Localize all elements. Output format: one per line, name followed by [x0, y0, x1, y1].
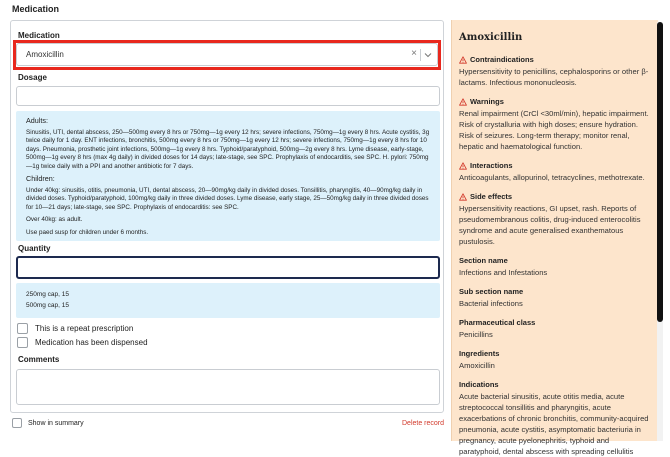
drug-info-section-heading-text: Ingredients: [459, 349, 500, 358]
adults-dosage-text: Sinusitis, UTI, dental abscess, 250—500mg every 8 hrs or 750mg—1g every 12 hrs; severe infections, 750mg—1g every 8 hrs. Acute cystitis, 3g twice daily for 1 day. ENT infections, bronchitis, 500mg every 8 hrs or 750mg—1g every 12 hrs; severe infections, 750mg—1g every 8 hrs for 10 days. Pneumonia, prosthetic joint infections, 500mg—1g every 8 hrs. Typhoid/paratyphoid, 500mg—2g every 8 hrs. Lyme disease, early-stage, 500mg—1g every 8 hrs (max 4g daily) in divided doses for 14 days; late-stage, see SPC. Prophylaxis of endocarditis, see SPC. H. pylori: 750mg—1g twice daily with a PPI and another antibiotic for 7 days.: [26, 128, 430, 170]
drug-info-section-heading-text: Side effects: [470, 192, 513, 201]
quantity-label: Quantity: [18, 244, 51, 253]
drug-info-section-heading: [459, 97, 650, 106]
drug-info-section-body: Infections and Infestations: [459, 268, 548, 277]
repeat-prescription-label: This is a repeat prescription: [35, 323, 134, 333]
dosage-label: Dosage: [18, 73, 47, 82]
warning-icon: [459, 193, 467, 201]
drug-info-section-heading: [459, 192, 650, 201]
drug-info-section-body: Penicillins: [459, 330, 493, 339]
drug-info-section-heading: [459, 318, 650, 327]
drug-info-section: [459, 192, 650, 247]
drug-info-title: Amoxicillin: [459, 32, 523, 43]
drug-info-panel: [451, 20, 658, 456]
dosage-guidance: [16, 111, 440, 241]
medication-select-value: Amoxicillin: [26, 50, 64, 59]
show-in-summary-checkbox[interactable]: [12, 418, 22, 428]
show-in-summary-row[interactable]: [12, 418, 84, 428]
drug-info-section-heading-text: Indications: [459, 380, 499, 389]
drug-info-section: [459, 287, 650, 309]
over-40kg-text: Over 40kg: as adult.: [26, 216, 83, 223]
panel-scroll-thumb[interactable]: [657, 22, 663, 322]
children-dosage-text: Under 40kg: sinusitis, otitis, pneumonia, UTI, dental abscess, 20—90mg/kg daily in divided doses. Tonsillitis, pharyngitis, 40—90mg/kg daily in divided doses. Typhoid/paratyphoid, 100mg/kg daily in three divided doses. Lyme disease, early stage, 25—50mg/kg daily in three divided doses for 10—21 days; late-stage, see SPC. Prophylaxis of endocarditis: see SPC.: [26, 186, 429, 211]
comments-textarea[interactable]: [16, 369, 440, 405]
drug-info-section-heading: [459, 287, 650, 296]
dosage-input[interactable]: [16, 86, 440, 106]
drug-info-section-heading: [459, 256, 650, 265]
drug-info-section-heading-text: Interactions: [470, 161, 513, 170]
drug-info-section-heading: [459, 380, 650, 389]
drug-info-section-body: Anticoagulants, allopurinol, tetracyclines, methotrexate.: [459, 173, 645, 182]
select-separator: [420, 49, 421, 61]
drug-info-section: [459, 256, 650, 278]
dispensed-label: Medication has been dispensed: [35, 337, 148, 347]
chevron-down-icon[interactable]: [424, 51, 432, 59]
quantity-option[interactable]: 250mg cap, 15: [26, 291, 70, 298]
drug-info-section: [459, 161, 650, 183]
medication-label: Medication: [18, 31, 60, 40]
paed-susp-text: Use paed susp for children under 6 months.: [26, 228, 149, 236]
medication-select[interactable]: [16, 43, 438, 66]
drug-info-section-body: Amoxicillin: [459, 361, 495, 370]
warning-icon: [459, 162, 467, 170]
drug-info-section-heading-text: Section name: [459, 256, 508, 265]
show-in-summary-label: Show in summary: [28, 419, 84, 427]
drug-info-section-heading-text: Contraindications: [470, 55, 534, 64]
medication-form: [10, 20, 444, 413]
drug-info-section-body: Hypersensitivity reactions, GI upset, rash. Reports of pseudomembranous colitis, drug-induced enterocolitis syndrome and acute generalised exanthematous pustulosis.: [459, 204, 641, 246]
drug-info-section-body: Acute bacterial sinusitis, acute otitis media, acute streptococcal tonsillitis and pharyngitis, acute exacerbations of chronic bronchitis, community-acquired pneumonia, acute cystitis, asymptomatic bacteriuria in pregnancy, acute pyelonephritis, typhoid and paratyphoid, dental abscess with spreading cellulitis: [459, 392, 649, 456]
comments-label: Comments: [18, 355, 60, 364]
drug-info-section-heading-text: Warnings: [470, 97, 504, 106]
drug-info-sections: [459, 55, 650, 457]
drug-info-section-heading-text: Sub section name: [459, 287, 524, 296]
quantity-input[interactable]: [16, 256, 440, 279]
drug-info-section-body: Hypersensitivity to penicillins, cephalosporins or other β-lactams. Infectious mononucleosis.: [459, 67, 649, 87]
panel-scrollbar[interactable]: [657, 22, 663, 441]
drug-info-section-body: Bacterial infections: [459, 299, 523, 308]
quantity-options: [16, 283, 440, 318]
drug-info-section: [459, 318, 650, 340]
repeat-prescription-checkbox[interactable]: [17, 323, 28, 334]
clear-icon[interactable]: ×: [411, 48, 417, 59]
children-heading: Children:: [26, 174, 55, 183]
warning-icon: [459, 98, 467, 106]
drug-info-section: [459, 349, 650, 371]
drug-info-section: [459, 380, 650, 457]
warning-icon: [459, 56, 467, 64]
delete-record-link[interactable]: Delete record: [402, 420, 445, 427]
repeat-prescription-row[interactable]: [17, 322, 133, 334]
quantity-option[interactable]: 500mg cap, 15: [26, 302, 70, 309]
drug-info-section-heading: [459, 55, 650, 64]
dispensed-checkbox[interactable]: [17, 337, 28, 348]
drug-info-section-heading: [459, 349, 650, 358]
page-title: Medication: [12, 4, 60, 14]
drug-info-section-body: Renal impairment (CrCl <30ml/min), hepatic impairment. Risk of crystalluria with high doses; ensure hydration. Risk of seizures. Long-term therapy; monitor renal, hepatic and haematological function.: [459, 109, 649, 151]
dispensed-row[interactable]: [17, 336, 148, 348]
drug-info-section: [459, 97, 650, 152]
drug-info-section: [459, 55, 650, 88]
drug-info-section-heading: [459, 161, 650, 170]
adults-heading: Adults:: [26, 116, 48, 125]
drug-info-section-heading-text: Pharmaceutical class: [459, 318, 536, 327]
